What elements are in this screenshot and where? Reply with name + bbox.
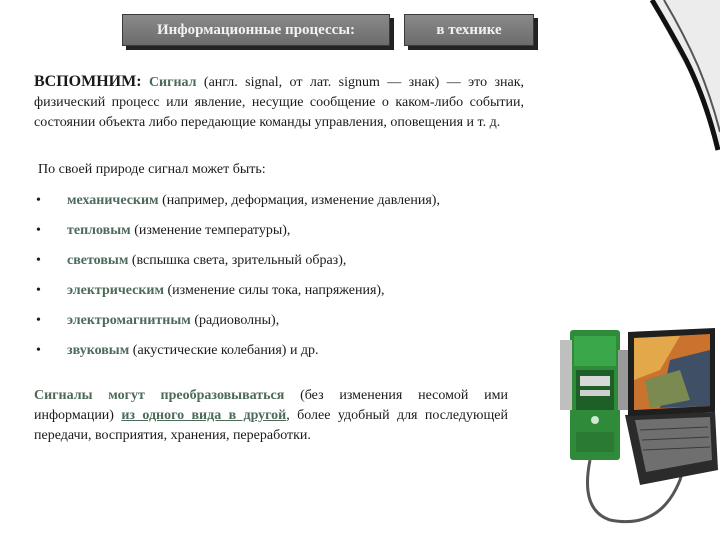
bullet-marker: • <box>36 283 41 298</box>
list-item-text: (акустические колебания) и др. <box>129 343 319 358</box>
page-curl-decoration <box>590 0 720 160</box>
conversion-term: Сигналы могут преобразовываться <box>34 388 285 403</box>
list-item-term: световым <box>67 253 129 268</box>
bullet-marker: • <box>36 253 41 268</box>
signal-types-list <box>34 190 554 370</box>
list-item-text: (изменение температуры), <box>130 223 291 238</box>
title-left: Информационные процессы: <box>122 14 390 46</box>
bullet-marker: • <box>36 313 41 328</box>
bullet-marker: • <box>36 223 41 238</box>
signal-term: Сигнал <box>148 75 197 90</box>
list-item <box>34 280 554 310</box>
list-item-text: (радиоволны), <box>190 313 280 328</box>
list-item-text: (например, деформация, изменение давления), <box>158 193 440 208</box>
device-illustration <box>550 320 720 540</box>
list-item-term: тепловым <box>67 223 131 238</box>
recall-label: ВСПОМНИМ: <box>34 73 142 90</box>
outro-mid: (без изменения несомой ими информации) <box>34 388 508 423</box>
list-item <box>34 310 554 340</box>
intro-paragraph <box>34 72 524 133</box>
list-item-term: звуковым <box>67 343 130 358</box>
list-item-term: электромагнитным <box>67 313 191 328</box>
list-item <box>34 190 554 220</box>
lead-text: По своей природе сигнал может быть: <box>38 162 266 177</box>
conversion-term-2: из одного вида в другой <box>121 408 287 423</box>
outro-paragraph <box>34 386 508 446</box>
list-item <box>34 220 554 250</box>
title-right: в технике <box>404 14 534 46</box>
list-item-text: (вспышка света, зрительный образ), <box>128 253 347 268</box>
list-item <box>34 340 554 370</box>
bullet-marker: • <box>36 343 41 358</box>
bullet-marker: • <box>36 193 41 208</box>
intro-text: (англ. signal, от лат. signum — знак) — это знак, физический процесс или явление, несущие сообщение о каком-либо событии, состоянии объекта либо передающие команды управления, оповещения и т. д. <box>34 75 524 130</box>
list-item-text: (изменение силы тока, напряжения), <box>164 283 385 298</box>
outro-rest: , более удобный для последующей передачи, восприятия, хранения, переработки. <box>34 408 508 443</box>
list-item-term: механическим <box>67 193 159 208</box>
list-item <box>34 250 554 280</box>
list-item-term: электрическим <box>67 283 164 298</box>
